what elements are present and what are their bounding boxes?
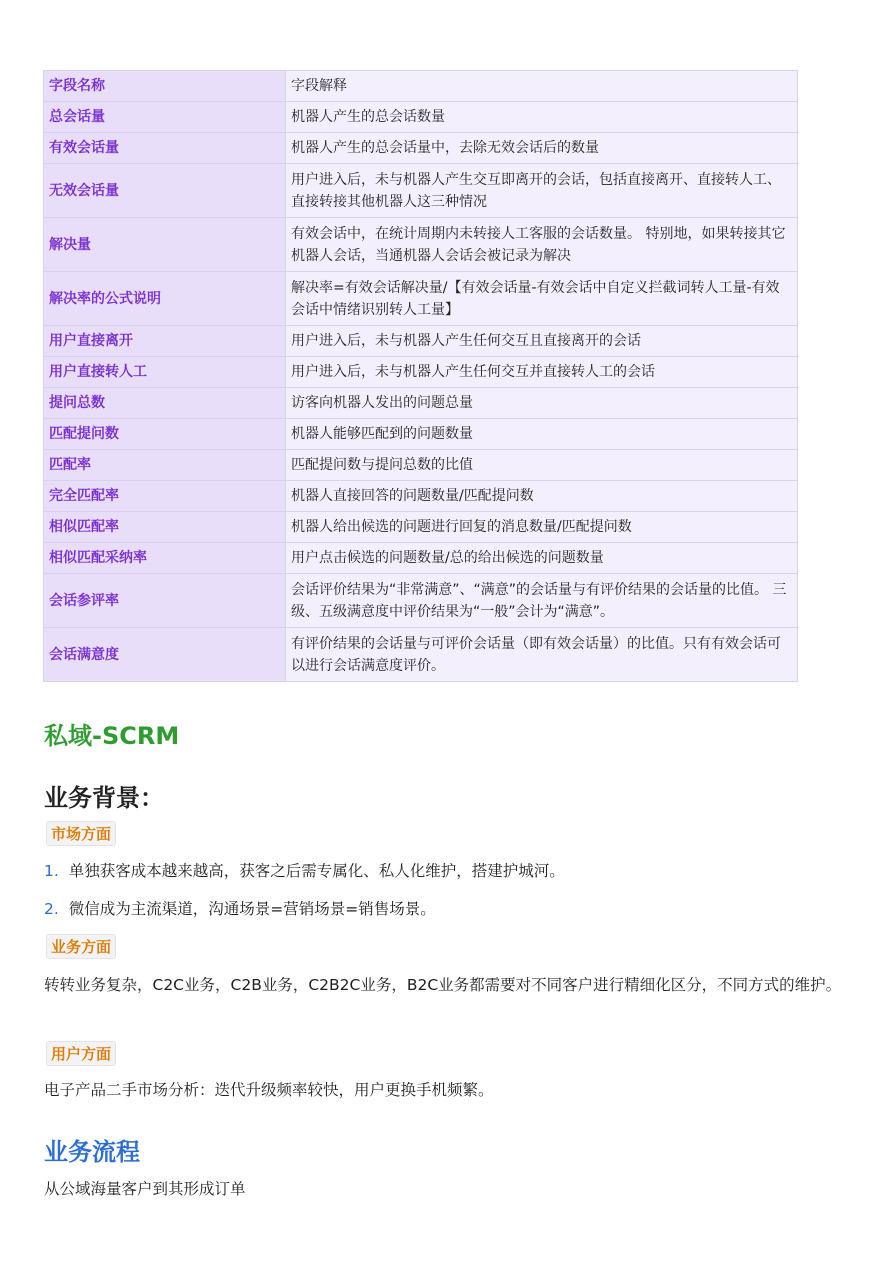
background-heading: 业务背景：: [44, 784, 164, 812]
table-row: [44, 326, 798, 357]
list-item: 1. 单独获客成本越来越高，获客之后需专属化、私人化维护，搭建护城河。: [44, 862, 565, 880]
list-item: 2. 微信成为主流渠道，沟通场景=营销场景=销售场景。: [44, 900, 436, 918]
field-description-cell: 机器人产生的总会话数量: [286, 102, 798, 133]
field-name-cell: 相似匹配采纳率: [44, 543, 286, 574]
table-row: [44, 102, 798, 133]
field-name-cell: 用户直接离开: [44, 326, 286, 357]
field-description-cell: 访客向机器人发出的问题总量: [286, 388, 798, 419]
field-name-cell: 会话满意度: [44, 628, 286, 682]
field-definition-table: [43, 70, 798, 682]
field-description-cell: 用户进入后，未与机器人产生交互即离开的会话，包括直接离开、直接转人工、直接转接其他机器人这三种情况: [286, 164, 798, 218]
field-name-cell: 会话参评率: [44, 574, 286, 628]
section-title: 私域-SCRM: [44, 722, 180, 750]
field-name-cell: 字段名称: [44, 71, 286, 102]
table-row: [44, 357, 798, 388]
flow-title: 业务流程: [44, 1138, 140, 1166]
field-description-cell: 匹配提问数与提问总数的比值: [286, 450, 798, 481]
field-description-cell: 有评价结果的会话量与可评价会话量（即有效会话量）的比值。只有有效会话可以进行会话满意度评价。: [286, 628, 798, 682]
field-description-cell: 用户点击候选的问题数量/总的给出候选的问题数量: [286, 543, 798, 574]
field-description-cell: 会话评价结果为“非常满意”、“满意”的会话量与有评价结果的会话量的比值。 三级、五级满意度中评价结果为“一般”会计为“满意”。: [286, 574, 798, 628]
table-row: [44, 574, 798, 628]
field-name-cell: 有效会话量: [44, 133, 286, 164]
field-description-cell: 字段解释: [286, 71, 798, 102]
field-description-cell: 用户进入后，未与机器人产生任何交互且直接离开的会话: [286, 326, 798, 357]
table-row: [44, 218, 798, 272]
business-text: 转转业务复杂，C2C业务，C2B业务，C2B2C业务，B2C业务都需要对不同客户进行精细化区分，不同方式的维护。: [44, 976, 842, 994]
field-name-cell: 匹配提问数: [44, 419, 286, 450]
table-row: [44, 543, 798, 574]
user-text: 电子产品二手市场分析：迭代升级频率较快，用户更换手机频繁。: [44, 1081, 494, 1099]
field-name-cell: 总会话量: [44, 102, 286, 133]
field-name-cell: 解决量: [44, 218, 286, 272]
table-row: [44, 628, 798, 682]
table-row: [44, 164, 798, 218]
tag-business: 业务方面: [46, 934, 116, 959]
field-name-cell: 提问总数: [44, 388, 286, 419]
table-header-row: [44, 71, 798, 102]
field-description-cell: 有效会话中，在统计周期内未转接人工客服的会话数量。 特别地，如果转接其它机器人会话，当通机器人会话会被记录为解决: [286, 218, 798, 272]
field-name-cell: 无效会话量: [44, 164, 286, 218]
field-description-cell: 解决率=有效会话解决量/【有效会话量-有效会话中自定义拦截词转人工量-有效会话中情绪识别转人工量】: [286, 272, 798, 326]
tag-market: 市场方面: [46, 821, 116, 846]
table-row: [44, 133, 798, 164]
tag-user: 用户方面: [46, 1041, 116, 1066]
field-description-cell: 机器人能够匹配到的问题数量: [286, 419, 798, 450]
field-description-cell: 机器人产生的总会话量中，去除无效会话后的数量: [286, 133, 798, 164]
table-row: [44, 512, 798, 543]
table-row: [44, 450, 798, 481]
table-row: [44, 481, 798, 512]
table-row: [44, 272, 798, 326]
field-name-cell: 用户直接转人工: [44, 357, 286, 388]
field-description-cell: 机器人给出候选的问题进行回复的消息数量/匹配提问数: [286, 512, 798, 543]
flow-text: 从公域海量客户到其形成订单: [44, 1180, 246, 1198]
table-row: [44, 419, 798, 450]
table-row: [44, 388, 798, 419]
field-description-cell: 机器人直接回答的问题数量/匹配提问数: [286, 481, 798, 512]
field-description-cell: 用户进入后，未与机器人产生任何交互并直接转人工的会话: [286, 357, 798, 388]
field-name-cell: 匹配率: [44, 450, 286, 481]
field-name-cell: 相似匹配率: [44, 512, 286, 543]
field-name-cell: 解决率的公式说明: [44, 272, 286, 326]
field-name-cell: 完全匹配率: [44, 481, 286, 512]
